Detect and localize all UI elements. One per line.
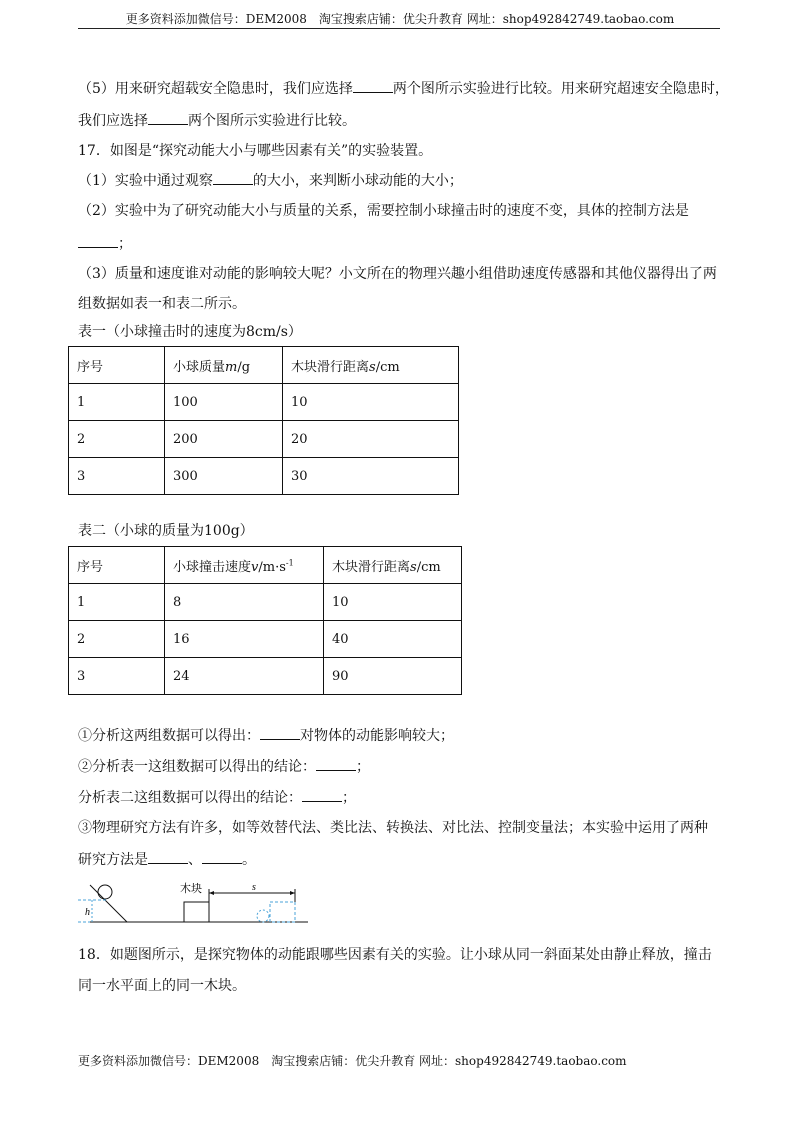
header-divider — [78, 28, 720, 29]
q17-title: 17．如图是“探究动能大小与哪些因素有关”的实验装置。 — [78, 143, 433, 159]
q17-part3-line1: （3）质量和速度谁对动能的影响较大呢？小文所在的物理兴趣小组借助速度传感器和其他仪器得出了两 — [78, 266, 717, 282]
analysis-1: ①分析这两组数据可以得出： 对物体的动能影响较大； — [78, 725, 454, 746]
table-2 — [68, 546, 462, 695]
table-row: 3 24 90 — [69, 658, 462, 695]
table-row: 1 8 10 — [69, 584, 462, 621]
q17-part2-answer: ； — [78, 233, 132, 254]
wood-block-label: 木块 — [180, 882, 202, 895]
table-1 — [68, 346, 459, 495]
table-header-row: 序号 小球质量m/g 木块滑行距离s/cm — [69, 347, 459, 384]
table-row: 3 300 30 — [69, 458, 459, 495]
answer-blank[interactable] — [302, 787, 342, 802]
ball — [98, 885, 112, 899]
page-footer: 更多资料添加微信号：DEM2008 淘宝搜索店铺：优尖升教育 网址：shop492842749.taobao.com — [78, 1054, 627, 1068]
methods-line2: 研究方法是 、 。 — [78, 849, 256, 870]
q17-part2: （2）实验中为了研究动能大小与质量的关系，需要控制小球撞击时的速度不变，具体的控制方法是 — [78, 203, 689, 219]
q16-5-line2: 我们应选择 两个图所示实验进行比较。 — [78, 110, 356, 131]
page-header: 更多资料添加微信号：DEM2008 淘宝搜索店铺：优尖升教育 网址：shop492842749.taobao.com — [125, 12, 675, 26]
answer-blank[interactable] — [202, 849, 242, 864]
q18-line1: 18．如题图所示，是探究物体的动能跟哪些因素有关的实验。让小球从同一斜面某处由静止释放，撞击 — [78, 947, 712, 963]
q17-part1: （1）实验中通过观察 的大小，来判断小球动能的大小； — [78, 170, 463, 191]
answer-blank[interactable] — [353, 78, 393, 93]
analysis-2: ②分析表一这组数据可以得出的结论： ； — [78, 756, 370, 777]
ball-final-position — [257, 910, 269, 922]
height-label: h — [85, 907, 90, 918]
table-row: 2 200 20 — [69, 421, 459, 458]
analysis-3: 分析表二这组数据可以得出的结论： ； — [78, 787, 356, 808]
wood-block — [184, 902, 209, 922]
answer-blank[interactable] — [148, 849, 188, 864]
block-final-position — [270, 902, 295, 922]
table-row: 2 16 40 — [69, 621, 462, 658]
distance-label: s — [252, 882, 256, 893]
methods-line1: ③物理研究方法有许多，如等效替代法、类比法、转换法、对比法、控制变量法；本实验中运用了两种 — [78, 820, 708, 836]
answer-blank[interactable] — [213, 170, 253, 185]
table-row: 1 100 10 — [69, 384, 459, 421]
table-header-row: 序号 小球撞击速度$v/m\cdot s^{-1}$ 木块滑行距离s/cm — [69, 547, 462, 584]
q17-part3-line2: 组数据如表一和表二所示。 — [78, 296, 246, 312]
q16-5-line1: （5）用来研究超载安全隐患时，我们应选择 两个图所示实验进行比较。用来研究超速安全隐患时， — [78, 78, 729, 99]
incline-ramp — [90, 885, 127, 922]
q18-line2: 同一水平面上的同一木块。 — [78, 978, 246, 994]
answer-blank[interactable] — [316, 756, 356, 771]
answer-blank[interactable] — [78, 233, 118, 248]
table2-caption: 表二（小球的质量为100g） — [78, 523, 254, 539]
experiment-diagram — [78, 880, 308, 930]
table1-caption: 表一（小球撞击时的速度为8cm/s） — [78, 324, 302, 340]
answer-blank[interactable] — [148, 110, 188, 125]
answer-blank[interactable] — [260, 725, 300, 740]
